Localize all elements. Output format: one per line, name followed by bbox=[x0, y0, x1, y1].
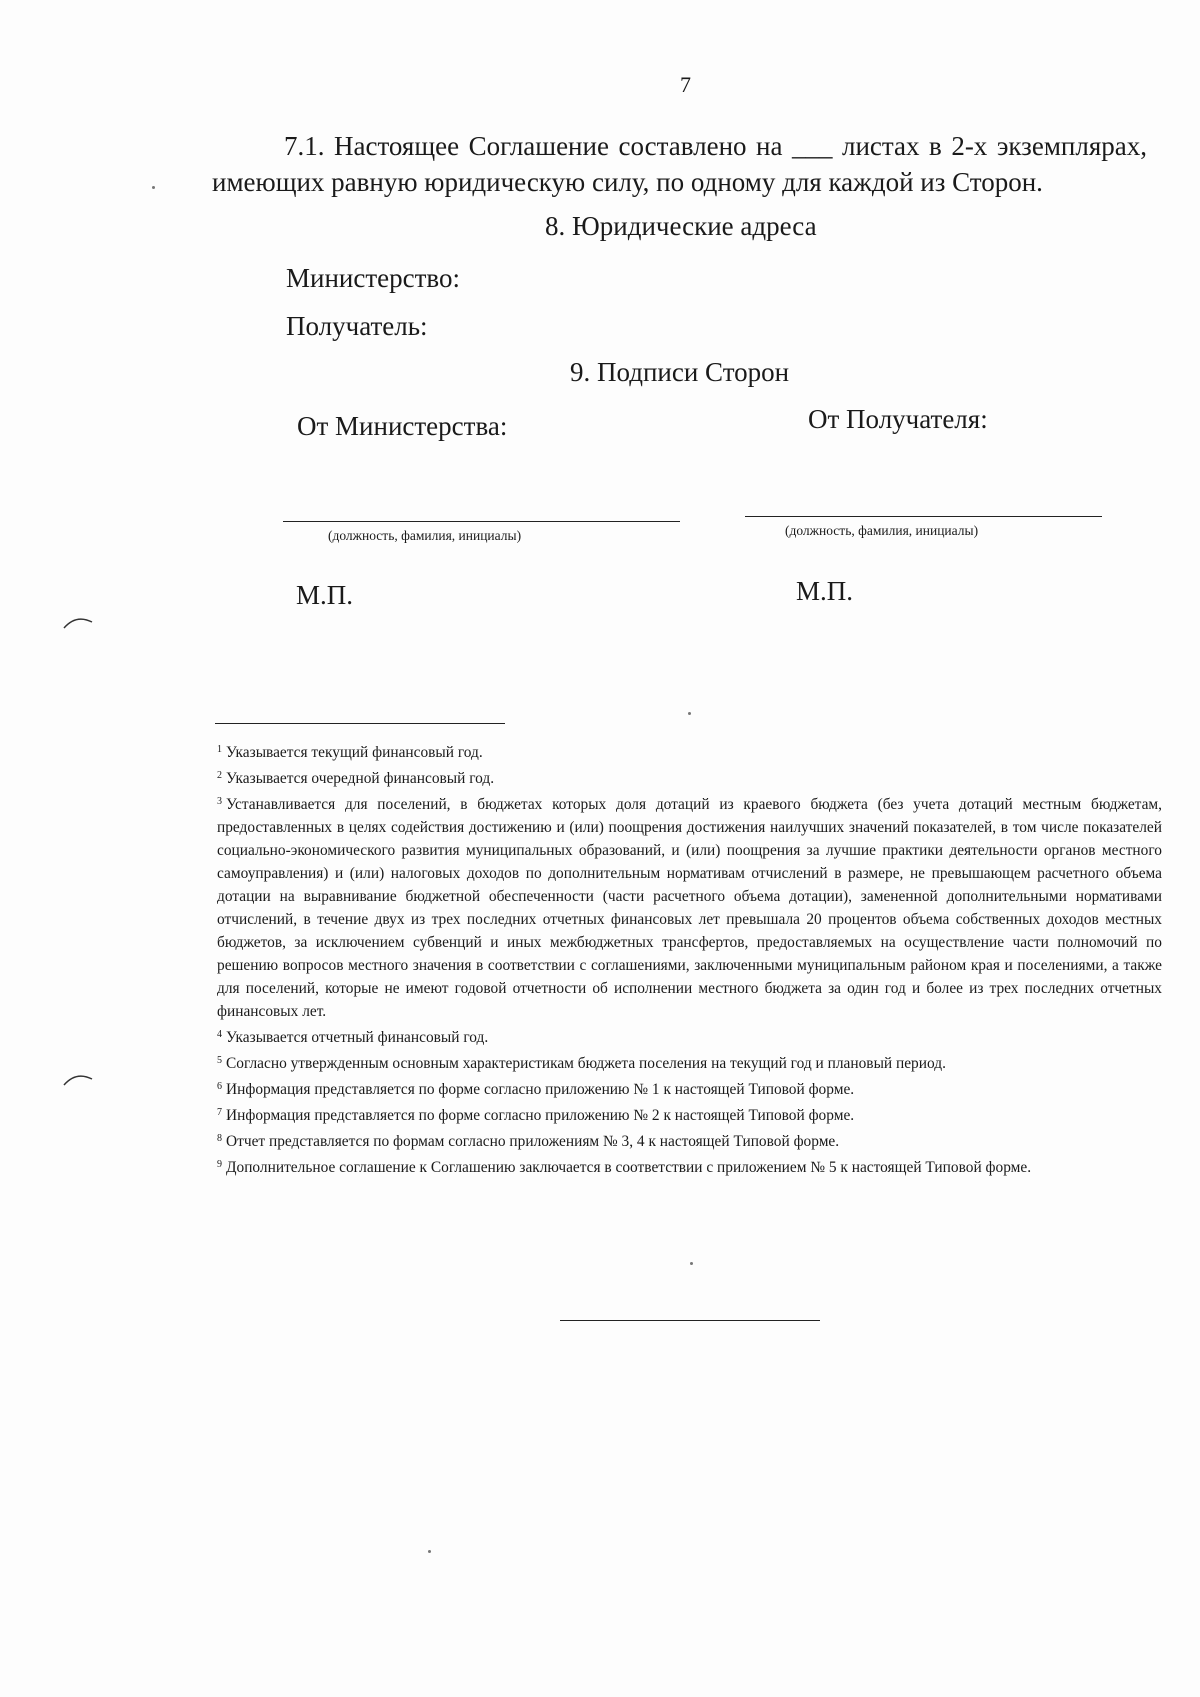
footnote: $^4$ Указывается отчетный финансовый год. bbox=[217, 1029, 489, 1046]
ministry-seal-place: М.П. bbox=[296, 580, 354, 610]
footnote: $^5$ Согласно утвержденным основным характеристикам бюджета поселения на текущий год и плановый период. bbox=[217, 1055, 946, 1072]
end-of-page-rule bbox=[560, 1320, 820, 1321]
page-number: 7 bbox=[680, 72, 691, 97]
footnote: $^8$ Отчет представляется по формам согласно приложениям № 3, 4 к настоящей Типовой форме. bbox=[217, 1133, 840, 1150]
scan-speck bbox=[690, 1262, 693, 1265]
section-9-heading: 9. Подписи Сторон bbox=[570, 357, 790, 387]
ministry-signature-caption: (должность, фамилия, инициалы) bbox=[328, 528, 522, 543]
recipient-seal-place: М.П. bbox=[796, 576, 854, 606]
clause-7-1: 7.1. Настоящее Соглашение составлено на ___ листах в 2-х экземплярах, имеющих равную юридическую силу, по одному для каждой из Сторон. bbox=[212, 131, 1147, 197]
footnote: $^7$ Информация представляется по форме согласно приложению № 2 к настоящей Типовой форме. bbox=[217, 1107, 855, 1124]
hole-punch-mark bbox=[62, 608, 102, 638]
section-8-heading: 8. Юридические адреса bbox=[545, 211, 817, 241]
footnote: $^9$ Дополнительное соглашение к Соглашению заключается в соответствии с приложением № 5 к настоящей Типовой форме. bbox=[217, 1159, 1032, 1176]
scan-speck bbox=[428, 1550, 431, 1553]
recipient-signature-caption: (должность, фамилия, инициалы) bbox=[785, 523, 979, 538]
scan-speck bbox=[152, 186, 155, 189]
ministry-signature-line bbox=[283, 521, 680, 522]
from-ministry-label: От Министерства: bbox=[297, 411, 508, 441]
from-recipient-label: От Получателя: bbox=[808, 404, 988, 434]
footnote: $^3$ Устанавливается для поселений, в бюджетах которых доля дотаций из краевого бюджета (без учета дотаций местным бюджетам, предоставленных в целях содействия достижению и (или) поощрения достижения наилучших значений показателей, в том числе показателей социально-экономического развития муниципальных образований, и (или) поощрения за лучшие практики деятельности органов местного самоуправления) и (или) налоговых доходов по дополнительным нормативам отчислений в размере, не превышающем расчетного объема дотации на выравнивание бюджетной обеспеченности (части расчетного объема дотации), замененной дополнительными нормативами отчислений, в течение двух из трех последних отчетных финансовых лет превышала 20 процентов объема собственных доходов местных бюджетов, за исключением субвенций и иных межбюджетных трансфертов, предоставляемых на осуществление части полномочий по решению вопросов местного значения в соответствии с соглашениями, заключенными муниципальным районом края и поселениями, а также для поселений, которые не имеют годовой отчетности об исполнении местного бюджета за один год и более из трех последних отчетных финансовых лет. bbox=[217, 796, 1162, 1020]
recipient-signature-line bbox=[745, 516, 1102, 517]
scan-speck bbox=[688, 712, 691, 715]
footnote: $^6$ Информация представляется по форме согласно приложению № 1 к настоящей Типовой форме. bbox=[217, 1081, 855, 1098]
footnotes bbox=[217, 738, 1162, 1179]
recipient-address-label: Получатель: bbox=[286, 311, 428, 341]
hole-punch-mark bbox=[62, 1065, 102, 1095]
ministry-address-label: Министерство: bbox=[286, 263, 460, 293]
footnote: $^2$ Указывается очередной финансовый год. bbox=[217, 770, 495, 787]
footnote: $^1$ Указывается текущий финансовый год. bbox=[217, 744, 483, 761]
footnote-separator bbox=[215, 723, 505, 724]
